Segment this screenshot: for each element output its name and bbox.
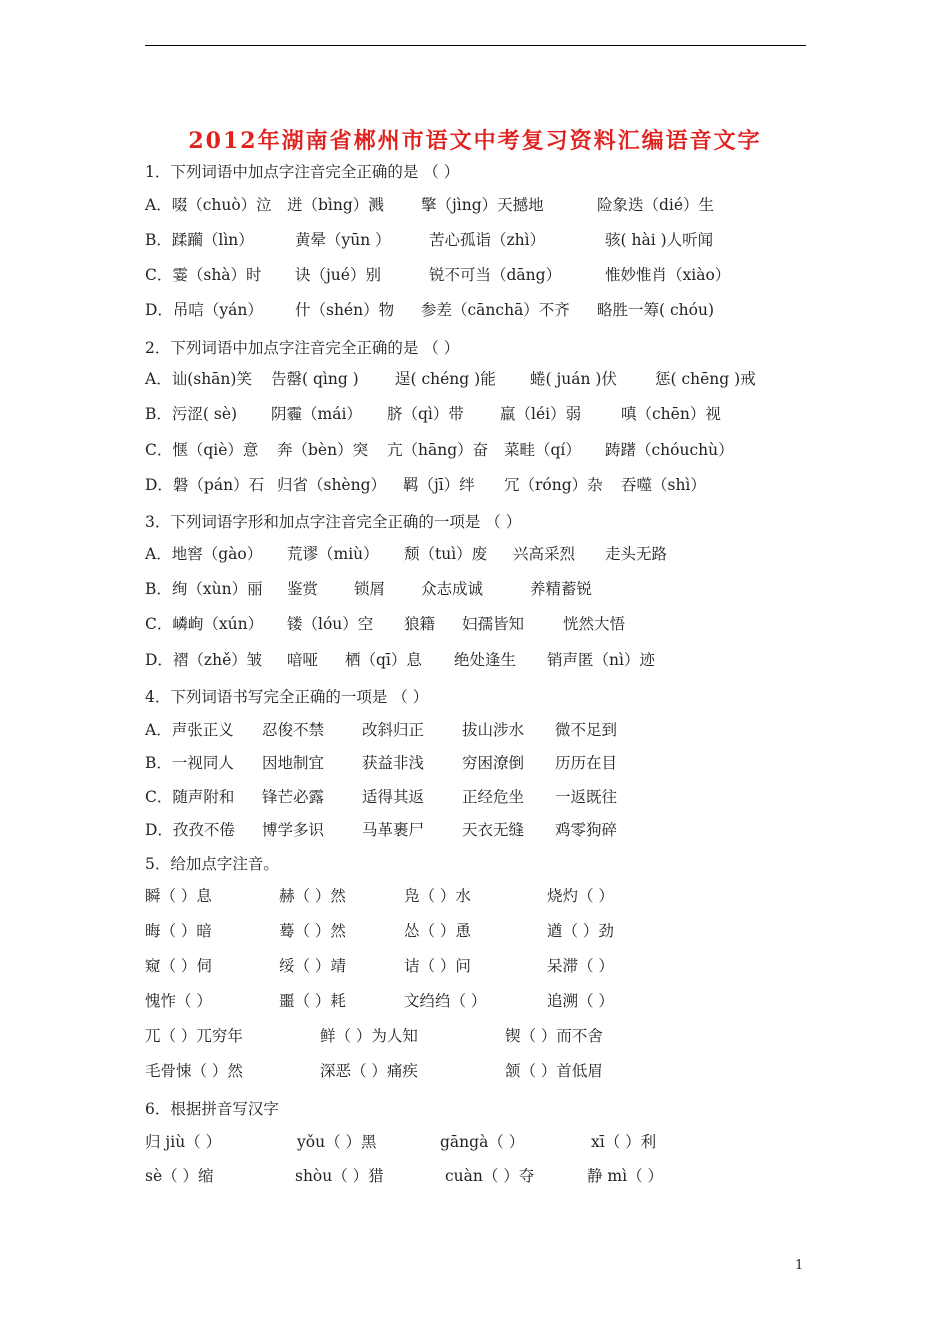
q4-b-item: 因地制宜 xyxy=(262,754,325,772)
q3-c-item: 狼籍 xyxy=(404,615,436,633)
q1-c-item: 诀（jué）别 xyxy=(295,266,381,284)
q5-item: 文绉绉（ ） xyxy=(404,992,487,1010)
q3-b-item: B．绚（xùn）丽 xyxy=(145,580,263,598)
q4-a-item: 忍俊不禁 xyxy=(262,721,325,739)
page-number: 1 xyxy=(795,1258,804,1273)
q1-a-item: 险象迭（dié）生 xyxy=(597,196,715,214)
q5-item: 鲜（ ）为人知 xyxy=(320,1027,418,1045)
q4-b-item: B．一视同人 xyxy=(145,754,234,772)
q3-d-item: 销声匿（nì）迹 xyxy=(547,651,655,669)
q1-b-item: 骇( hài )人听闻 xyxy=(605,231,714,249)
q5-item: 兀（ ）兀穷年 xyxy=(145,1027,243,1045)
q4-c-item: 正经危坐 xyxy=(462,788,525,806)
q5-item: 颔（ ）首低眉 xyxy=(505,1062,603,1080)
q2-stem: 2．下列词语中加点字注音完全正确的是 （ ） xyxy=(145,339,460,357)
q5-stem: 5．给加点字注音。 xyxy=(145,855,279,873)
q3-a-item: 荒谬（miù） xyxy=(287,545,379,563)
q5-item: 毛骨悚（ ）然 xyxy=(145,1062,243,1080)
q5-item: 晦（ ）暗 xyxy=(145,922,212,940)
header-rule xyxy=(145,45,806,46)
q3-a-item: A．地窖（gào） xyxy=(145,545,263,563)
q2-a-item: 蜷( juán )伏 xyxy=(530,370,617,388)
q1-a-item: A．啜（chuò）泣 xyxy=(145,196,272,214)
q2-b-item: B．污涩( sè) xyxy=(145,405,238,423)
q4-b-item: 获益非浅 xyxy=(362,754,425,772)
q2-b-item: 脐（qì）带 xyxy=(387,405,464,423)
q1-a-item: 迸（bìng）溅 xyxy=(287,196,384,214)
q2-b-item: 嗔（chēn）视 xyxy=(621,405,721,423)
q1-stem: 1．下列词语中加点字注音完全正确的是 （ ） xyxy=(145,163,460,181)
q5-item: 深恶（ ）痛疾 xyxy=(320,1062,418,1080)
q1-c-item: C．霎（shà）时 xyxy=(145,266,262,284)
q2-b-item: 阴霾（mái） xyxy=(271,405,362,423)
q4-a-item: A．声张正义 xyxy=(145,721,234,739)
q1-c-item: 惟妙惟肖（xiào） xyxy=(605,266,731,284)
q3-b-item: 众志成诚 xyxy=(421,580,484,598)
q2-a-item: 告罄( qìng ) xyxy=(271,370,359,388)
q1-c-item: 锐不可当（dāng） xyxy=(429,266,562,284)
q6-stem: 6．根据拼音写汉字 xyxy=(145,1100,279,1118)
q4-a-item: 拔山涉水 xyxy=(462,721,525,739)
q3-b-item: 锁屑 xyxy=(354,580,386,598)
q1-b-item: 苦心孤诣（zhì） xyxy=(429,231,546,249)
q5-item: 追溯（ ） xyxy=(547,992,614,1010)
q6-item: cuàn（ ）夺 xyxy=(445,1167,535,1185)
q5-item: 赫（ ）然 xyxy=(279,887,346,905)
q2-c-item: 踌躇（chóuchù） xyxy=(605,441,734,459)
q5-item: 瞬（ ）息 xyxy=(145,887,212,905)
q2-d-item: 羁（jī）绊 xyxy=(403,476,475,494)
q3-d-item: 栖（qī）息 xyxy=(345,651,422,669)
q1-b-item: B．蹂躏（lìn） xyxy=(145,231,254,249)
q5-item: 蓦（ ）然 xyxy=(279,922,346,940)
q4-b-item: 穷困潦倒 xyxy=(462,754,525,772)
q3-c-item: 恍然大悟 xyxy=(563,615,626,633)
q4-a-item: 微不足到 xyxy=(555,721,618,739)
q2-d-item: 吞噬（shì） xyxy=(621,476,706,494)
q3-d-item: 喑哑 xyxy=(287,651,319,669)
q6-item: xī（ ）利 xyxy=(591,1133,657,1151)
q4-d-item: 博学多识 xyxy=(262,821,325,839)
q6-item: shòu（ ）猎 xyxy=(295,1167,384,1185)
q4-d-item: 马革裹尸 xyxy=(362,821,425,839)
q3-c-item: C．嶙峋（xún） xyxy=(145,615,264,633)
q4-c-item: C．随声附和 xyxy=(145,788,235,806)
q4-c-item: 锋芒必露 xyxy=(262,788,325,806)
q5-item: 愧怍（ ） xyxy=(145,992,212,1010)
q6-item: gāngà（ ） xyxy=(440,1133,525,1151)
q5-item: 窥（ ）伺 xyxy=(145,957,212,975)
q4-d-item: D．孜孜不倦 xyxy=(145,821,235,839)
q5-item: 遒（ ）劲 xyxy=(547,922,614,940)
q4-b-item: 历历在目 xyxy=(555,754,618,772)
q5-item: 呆滞（ ） xyxy=(547,957,614,975)
q5-item: 凫（ ）水 xyxy=(404,887,471,905)
q2-c-item: 奔（bèn）突 xyxy=(277,441,369,459)
q3-b-item: 养精蓄锐 xyxy=(530,580,593,598)
q3-stem: 3．下列词语字形和加点字注音完全正确的一项是 （ ） xyxy=(145,513,522,531)
q2-a-item: A．讪(shān)笑 xyxy=(145,370,252,388)
q3-d-item: D．褶（zhě）皱 xyxy=(145,651,263,669)
q1-a-item: 擎（jìng）天撼地 xyxy=(421,196,544,214)
q5-item: 锲（ ）而不舍 xyxy=(505,1027,603,1045)
q4-c-item: 适得其返 xyxy=(362,788,425,806)
q3-d-item: 绝处逢生 xyxy=(454,651,517,669)
q3-a-item: 走头无路 xyxy=(605,545,668,563)
q2-c-item: 菜畦（qí） xyxy=(504,441,581,459)
q4-c-item: 一返既往 xyxy=(555,788,618,806)
q4-d-item: 天衣无缝 xyxy=(462,821,525,839)
q5-item: 怂（ ）恿 xyxy=(404,922,471,940)
q3-b-item: 鉴赏 xyxy=(287,580,319,598)
q1-d-item: D．吊唁（yán） xyxy=(145,301,263,319)
q2-c-item: C．惬（qiè）意 xyxy=(145,441,259,459)
q6-item: sè（ ）缩 xyxy=(145,1167,214,1185)
q1-b-item: 黄晕（yūn ） xyxy=(295,231,391,249)
page-title: 2012年湖南省郴州市语文中考复习资料汇编语音文字 xyxy=(188,128,762,154)
q6-item: 归 jiù（ ） xyxy=(145,1133,222,1151)
q4-d-item: 鸡零狗碎 xyxy=(555,821,618,839)
q5-item: 噩（ ）耗 xyxy=(279,992,346,1010)
q5-item: 绥（ ）靖 xyxy=(279,957,346,975)
q2-b-item: 羸（léi）弱 xyxy=(500,405,582,423)
q2-d-item: D．磐（pán）石 xyxy=(145,476,265,494)
q2-d-item: 冗（róng）杂 xyxy=(504,476,603,494)
q2-a-item: 惩( chēng )戒 xyxy=(655,370,756,388)
q1-d-item: 略胜一筹( chóu) xyxy=(597,301,714,319)
q3-c-item: 镂（lóu）空 xyxy=(287,615,374,633)
q1-d-item: 什（shén）物 xyxy=(295,301,395,319)
q6-item: yǒu（ ）黑 xyxy=(297,1133,377,1151)
q6-item: 静 mì（ ） xyxy=(587,1167,664,1185)
q2-d-item: 归省（shèng） xyxy=(277,476,387,494)
q3-c-item: 妇孺皆知 xyxy=(462,615,525,633)
q3-a-item: 兴高采烈 xyxy=(513,545,576,563)
q4-a-item: 改斜归正 xyxy=(362,721,425,739)
q5-item: 烧灼（ ） xyxy=(547,887,614,905)
q3-a-item: 颓（tuì）废 xyxy=(404,545,488,563)
q1-d-item: 参差（cānchā）不齐 xyxy=(421,301,570,319)
q2-a-item: 逞( chéng )能 xyxy=(395,370,496,388)
q2-c-item: 亢（hāng）奋 xyxy=(387,441,489,459)
q4-stem: 4．下列词语书写完全正确的一项是 （ ） xyxy=(145,688,429,706)
q5-item: 诘（ ）问 xyxy=(404,957,471,975)
